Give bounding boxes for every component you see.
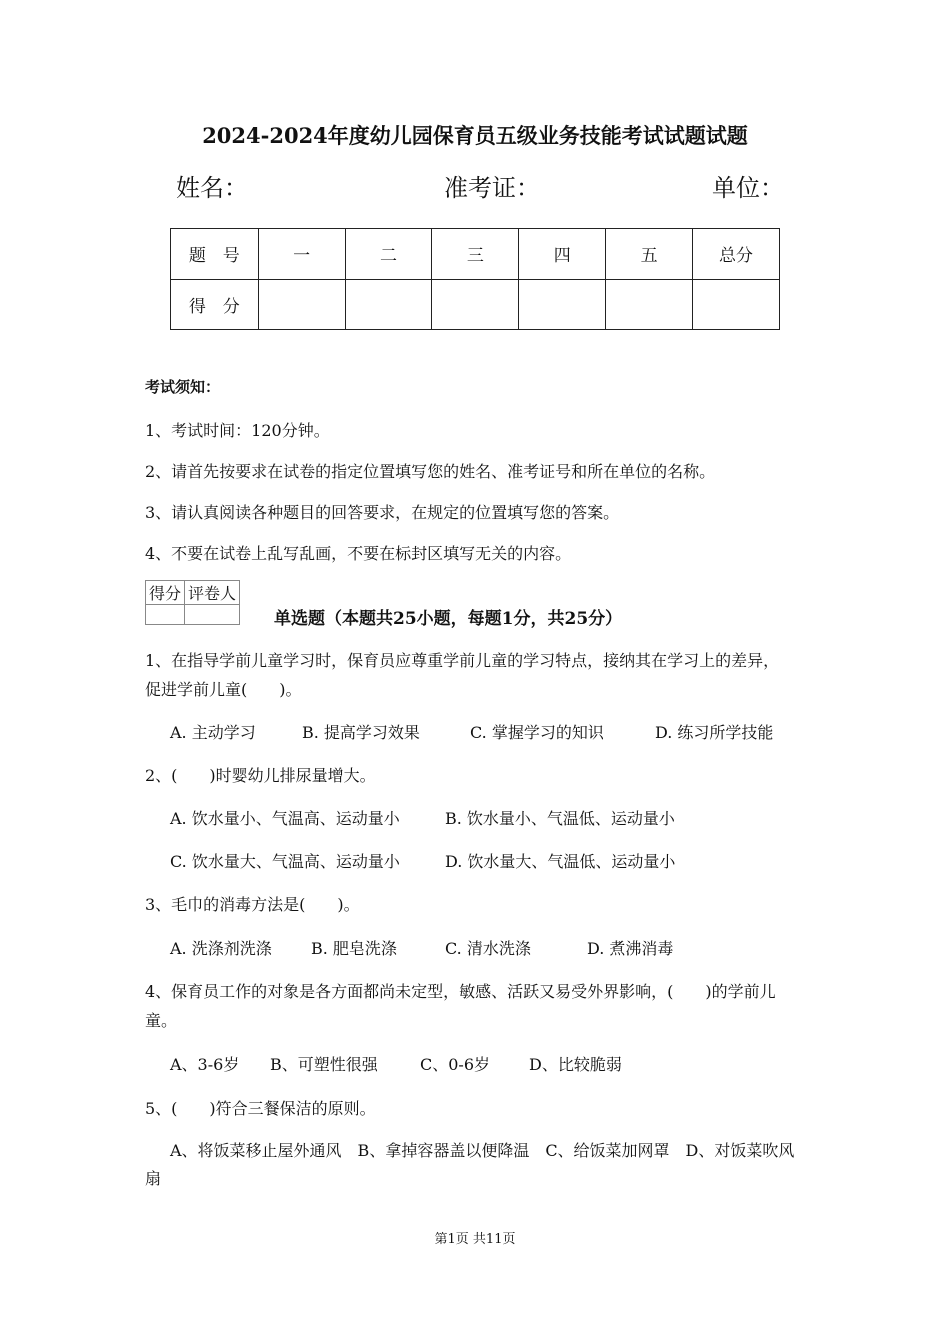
q2-option-b[interactable]: B. 饮水量小、气温低、运动量小 [445,809,675,828]
q1-option-a[interactable]: A. 主动学习 [170,723,256,742]
name-label: 姓名： [176,174,248,202]
score-cell[interactable] [519,279,606,330]
question-3-line1: 3、毛巾的消毒方法是( )。 [145,895,360,914]
note-item: 4、不要在试卷上乱写乱画，不要在标封区填写无关的内容。 [145,544,572,563]
score-value-row [171,279,780,330]
page-footer: 第1页 共11页 [434,1232,516,1247]
score-table [170,228,780,330]
note-item: 2、请首先按要求在试卷的指定位置填写您的姓名、准考证号和所在单位的名称。 [145,462,716,481]
q2-option-d[interactable]: D. 饮水量大、气温低、运动量小 [445,852,676,871]
score-header-cell: 一 [258,229,345,280]
q3-option-b[interactable]: B. 肥皂洗涤 [311,939,397,958]
question-4-line1: 4、保育员工作的对象是各方面都尚未定型，敏感、活跃又易受外界影响，( )的学前儿 [145,982,776,1001]
q2-option-a[interactable]: A. 饮水量小、气温高、运动量小 [170,809,400,828]
grader-reviewer-label: 评卷人 [185,581,240,605]
q4-option-a[interactable]: A、3-6岁 [170,1055,240,1074]
question-1-line1: 1、在指导学前儿童学习时，保育员应尊重学前儿童的学习特点，接纳其在学习上的差异， [145,651,780,670]
score-header-cell: 三 [432,229,519,280]
q3-option-d[interactable]: D. 煮沸消毒 [587,939,674,958]
score-header-row [171,229,780,280]
grader-score-label: 得分 [146,581,185,605]
note-item: 3、请认真阅读各种题目的回答要求，在规定的位置填写您的答案。 [145,503,620,522]
score-header-cell: 总分 [693,229,780,280]
q4-option-d[interactable]: D、比较脆弱 [529,1055,622,1074]
q4-option-c[interactable]: C、0-6岁 [420,1055,491,1074]
score-header-cell: 四 [519,229,606,280]
q1-option-b[interactable]: B. 提高学习效果 [302,723,420,742]
unit-label: 单位： [712,174,784,202]
q5-options-wrap: 扇 [145,1169,162,1188]
score-header-cell: 二 [345,229,432,280]
grader-reviewer-cell[interactable] [185,605,240,625]
q4-option-b[interactable]: B、可塑性很强 [270,1055,378,1074]
score-header-cell: 题 号 [171,229,259,280]
score-header-cell: 五 [606,229,693,280]
ticket-label: 准考证： [444,174,540,202]
q1-option-c[interactable]: C. 掌握学习的知识 [470,723,604,742]
q5-options[interactable]: A、将饭菜移止屋外通风 B、拿掉容器盖以便降温 C、给饭菜加网罩 D、对饭菜吹风 [170,1141,795,1160]
note-item: 1、考试时间：120分钟。 [145,421,330,440]
q3-option-c[interactable]: C. 清水洗涤 [445,939,531,958]
page-title: 2024-2024年度幼儿园保育员五级业务技能考试试题试题 [202,123,748,148]
section-title: 单选题（本题共25小题，每题1分，共25分） [274,609,623,629]
q3-option-a[interactable]: A. 洗涤剂洗涤 [170,939,272,958]
q1-option-d[interactable]: D. 练习所学技能 [655,723,774,742]
score-row-label: 得 分 [171,279,259,330]
question-4-line2: 童。 [145,1011,178,1030]
score-cell[interactable] [258,279,345,330]
score-cell[interactable] [432,279,519,330]
question-2-line1: 2、( )时婴幼儿排尿量增大。 [145,766,376,785]
notes-heading: 考试须知： [145,378,221,396]
question-5-line1: 5、( )符合三餐保洁的原则。 [145,1099,376,1118]
grader-box [145,580,240,625]
score-cell[interactable] [693,279,780,330]
q2-option-c[interactable]: C. 饮水量大、气温高、运动量小 [170,852,400,871]
score-cell[interactable] [606,279,693,330]
question-1-line2: 促进学前儿童( )。 [145,680,302,699]
grader-score-cell[interactable] [146,605,185,625]
score-cell[interactable] [345,279,432,330]
